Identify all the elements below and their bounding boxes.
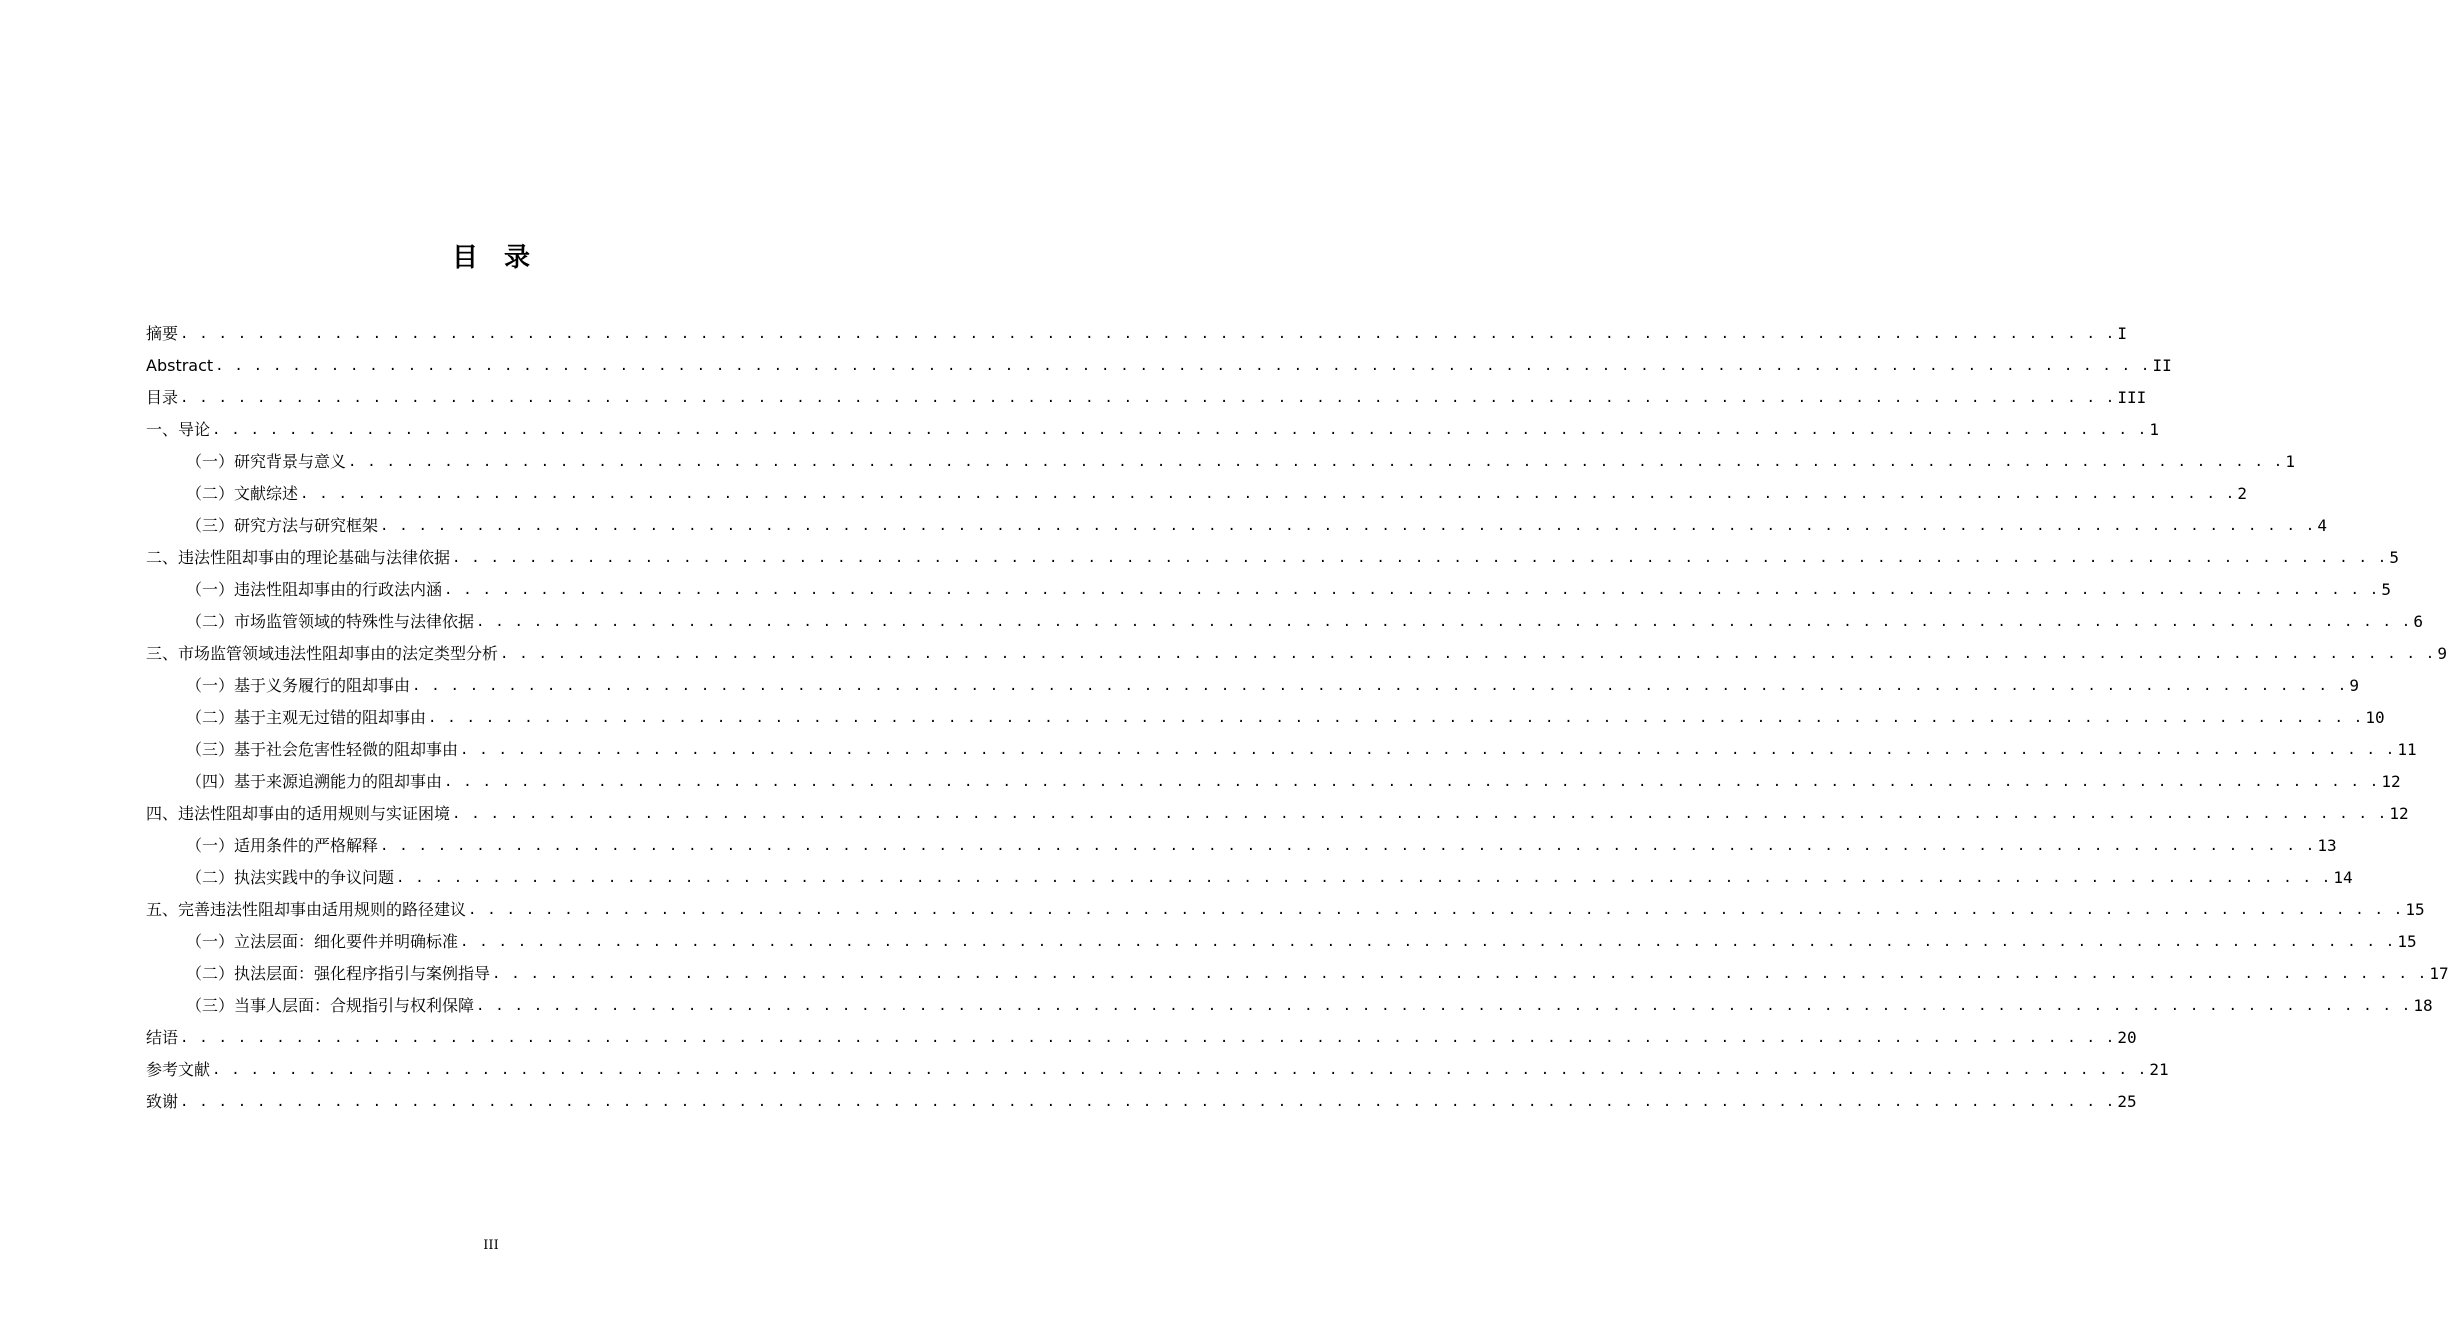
toc-entry-label: （二）文献综述 [186,484,299,503]
toc-entry-page-number: 12 [2381,772,2401,791]
toc-entry-label: （一）违法性阻却事由的行政法内涵 [186,580,443,599]
toc-entry-page-number: I [2117,324,2128,343]
toc-entry[interactable] [146,382,2147,414]
toc-entry-page-number: 1 [2285,452,2296,471]
dot-leader: . . . . . . . . . . . . . . . . . . . . . . . . . . . . . . . . . . . . . . . . . . . . . . . . . . . . . . . . . . . . . . . . . . . . . . . . . . . . . . . . . . . . . . . . . . . . . . . . . . . . . [396,870,2332,886]
toc-entry[interactable] [146,702,2385,734]
dot-leader: . . . . . . . . . . . . . . . . . . . . . . . . . . . . . . . . . . . . . . . . . . . . . . . . . . . . . . . . . . . . . . . . . . . . . . . . . . . . . . . . . . . . . . . . . . . . . . . . . . . . . [212,422,2148,438]
toc-entry-label: （二）执法实践中的争议问题 [186,868,395,887]
toc-entry-label: （三）当事人层面：合规指引与权利保障 [186,996,475,1015]
toc-entry-label: 参考文献 [146,1060,211,1079]
toc-entry-label: （二）基于主观无过错的阻却事由 [186,708,427,727]
dot-leader: . . . . . . . . . . . . . . . . . . . . . . . . . . . . . . . . . . . . . . . . . . . . . . . . . . . . . . . . . . . . . . . . . . . . . . . . . . . . . . . . . . . . . . . . . . . . . . . . . . . . . [215,358,2151,374]
toc-entry-label: 三、市场监管领域违法性阻却事由的法定类型分析 [146,644,499,663]
toc-entry[interactable] [146,990,2433,1022]
toc-entry-page-number: 4 [2317,516,2328,535]
toc-entry[interactable] [146,958,2449,990]
toc-entry-label: （三）研究方法与研究框架 [186,516,379,535]
toc-entry-page-number: 6 [2413,612,2424,631]
toc-entry[interactable] [146,1022,2137,1054]
toc-entry[interactable] [146,446,2296,478]
dot-leader: . . . . . . . . . . . . . . . . . . . . . . . . . . . . . . . . . . . . . . . . . . . . . . . . . . . . . . . . . . . . . . . . . . . . . . . . . . . . . . . . . . . . . . . . . . . . . . . . . . . . . [380,518,2316,534]
toc-entry-label: 四、违法性阻却事由的适用规则与实证困境 [146,804,451,823]
toc-entry[interactable] [146,670,2360,702]
toc-entry-page-number: 14 [2333,868,2353,887]
dot-leader: . . . . . . . . . . . . . . . . . . . . . . . . . . . . . . . . . . . . . . . . . . . . . . . . . . . . . . . . . . . . . . . . . . . . . . . . . . . . . . . . . . . . . . . . . . . . . . . . . . . . . [444,582,2380,598]
toc-entry-label: 结语 [146,1028,179,1047]
toc-entry-label: 致谢 [146,1092,179,1111]
page-title-char-1: 目 [451,243,478,273]
toc-entry[interactable] [146,318,2128,350]
toc-entry-page-number: III [2117,388,2147,407]
toc-entry-page-number: 9 [2437,644,2448,663]
toc-entry[interactable] [146,1054,2169,1086]
table-of-contents [146,318,2449,1118]
toc-entry-page-number: 17 [2429,964,2449,983]
toc-entry-label: （一）研究背景与意义 [186,452,347,471]
toc-entry[interactable] [146,638,2448,670]
toc-entry-page-number: 2 [2237,484,2248,503]
dot-leader: . . . . . . . . . . . . . . . . . . . . . . . . . . . . . . . . . . . . . . . . . . . . . . . . . . . . . . . . . . . . . . . . . . . . . . . . . . . . . . . . . . . . . . . . . . . . . . . . . . . . . [180,326,2116,342]
toc-entry-page-number: 18 [2413,996,2433,1015]
toc-entry-page-number: 10 [2365,708,2385,727]
dot-leader: . . . . . . . . . . . . . . . . . . . . . . . . . . . . . . . . . . . . . . . . . . . . . . . . . . . . . . . . . . . . . . . . . . . . . . . . . . . . . . . . . . . . . . . . . . . . . . . . . . . . . [180,1094,2116,1110]
toc-entry-page-number: 9 [2349,676,2360,695]
dot-leader: . . . . . . . . . . . . . . . . . . . . . . . . . . . . . . . . . . . . . . . . . . . . . . . . . . . . . . . . . . . . . . . . . . . . . . . . . . . . . . . . . . . . . . . . . . . . . . . . . . . . . [180,390,2116,406]
toc-entry[interactable] [146,574,2392,606]
dot-leader: . . . . . . . . . . . . . . . . . . . . . . . . . . . . . . . . . . . . . . . . . . . . . . . . . . . . . . . . . . . . . . . . . . . . . . . . . . . . . . . . . . . . . . . . . . . . . . . . . . . . . [500,646,2436,662]
toc-entry[interactable] [146,798,2409,830]
toc-entry[interactable] [146,414,2160,446]
dot-leader: . . . . . . . . . . . . . . . . . . . . . . . . . . . . . . . . . . . . . . . . . . . . . . . . . . . . . . . . . . . . . . . . . . . . . . . . . . . . . . . . . . . . . . . . . . . . . . . . . . . . . [212,1062,2148,1078]
dot-leader: . . . . . . . . . . . . . . . . . . . . . . . . . . . . . . . . . . . . . . . . . . . . . . . . . . . . . . . . . . . . . . . . . . . . . . . . . . . . . . . . . . . . . . . . . . . . . . . . . . . . . [476,998,2412,1014]
toc-entry[interactable] [146,894,2425,926]
toc-entry[interactable] [146,926,2417,958]
dot-leader: . . . . . . . . . . . . . . . . . . . . . . . . . . . . . . . . . . . . . . . . . . . . . . . . . . . . . . . . . . . . . . . . . . . . . . . . . . . . . . . . . . . . . . . . . . . . . . . . . . . . . [444,774,2380,790]
toc-entry-page-number: 13 [2317,836,2337,855]
toc-entry-page-number: 15 [2405,900,2425,919]
toc-entry-label: （三）基于社会危害性轻微的阻却事由 [186,740,459,759]
toc-entry[interactable] [146,510,2328,542]
toc-entry-label: 摘要 [146,324,179,343]
toc-entry-page-number: 1 [2149,420,2160,439]
toc-entry-label: （二）市场监管领域的特殊性与法律依据 [186,612,475,631]
toc-entry[interactable] [146,830,2337,862]
toc-entry-label: （一）适用条件的严格解释 [186,836,379,855]
dot-leader: . . . . . . . . . . . . . . . . . . . . . . . . . . . . . . . . . . . . . . . . . . . . . . . . . . . . . . . . . . . . . . . . . . . . . . . . . . . . . . . . . . . . . . . . . . . . . . . . . . . . . [412,678,2348,694]
toc-entry-label: 二、违法性阻却事由的理论基础与法律依据 [146,548,451,567]
dot-leader: . . . . . . . . . . . . . . . . . . . . . . . . . . . . . . . . . . . . . . . . . . . . . . . . . . . . . . . . . . . . . . . . . . . . . . . . . . . . . . . . . . . . . . . . . . . . . . . . . . . . . [428,710,2364,726]
dot-leader: . . . . . . . . . . . . . . . . . . . . . . . . . . . . . . . . . . . . . . . . . . . . . . . . . . . . . . . . . . . . . . . . . . . . . . . . . . . . . . . . . . . . . . . . . . . . . . . . . . . . . [460,742,2396,758]
toc-entry-label: Abstract [146,356,214,375]
dot-leader: . . . . . . . . . . . . . . . . . . . . . . . . . . . . . . . . . . . . . . . . . . . . . . . . . . . . . . . . . . . . . . . . . . . . . . . . . . . . . . . . . . . . . . . . . . . . . . . . . . . . . [452,806,2388,822]
dot-leader: . . . . . . . . . . . . . . . . . . . . . . . . . . . . . . . . . . . . . . . . . . . . . . . . . . . . . . . . . . . . . . . . . . . . . . . . . . . . . . . . . . . . . . . . . . . . . . . . . . . . . [380,838,2316,854]
toc-entry[interactable] [146,478,2248,510]
footer-page-number: III [483,1238,499,1253]
toc-entry-label: （四）基于来源追溯能力的阻却事由 [186,772,443,791]
toc-entry-page-number: 25 [2117,1092,2137,1111]
toc-entry-page-number: 15 [2397,932,2417,951]
toc-entry-page-number: 12 [2389,804,2409,823]
toc-entry[interactable] [146,766,2401,798]
toc-entry-label: 一、导论 [146,420,211,439]
toc-entry[interactable] [146,606,2424,638]
toc-entry-page-number: 20 [2117,1028,2137,1047]
dot-leader: . . . . . . . . . . . . . . . . . . . . . . . . . . . . . . . . . . . . . . . . . . . . . . . . . . . . . . . . . . . . . . . . . . . . . . . . . . . . . . . . . . . . . . . . . . . . . . . . . . . . . [180,1030,2116,1046]
toc-entry[interactable] [146,1086,2137,1118]
dot-leader: . . . . . . . . . . . . . . . . . . . . . . . . . . . . . . . . . . . . . . . . . . . . . . . . . . . . . . . . . . . . . . . . . . . . . . . . . . . . . . . . . . . . . . . . . . . . . . . . . . . . . [492,966,2428,982]
toc-entry[interactable] [146,862,2353,894]
dot-leader: . . . . . . . . . . . . . . . . . . . . . . . . . . . . . . . . . . . . . . . . . . . . . . . . . . . . . . . . . . . . . . . . . . . . . . . . . . . . . . . . . . . . . . . . . . . . . . . . . . . . . [460,934,2396,950]
dot-leader: . . . . . . . . . . . . . . . . . . . . . . . . . . . . . . . . . . . . . . . . . . . . . . . . . . . . . . . . . . . . . . . . . . . . . . . . . . . . . . . . . . . . . . . . . . . . . . . . . . . . . [476,614,2412,630]
page-title-char-2: 录 [504,243,531,273]
dot-leader: . . . . . . . . . . . . . . . . . . . . . . . . . . . . . . . . . . . . . . . . . . . . . . . . . . . . . . . . . . . . . . . . . . . . . . . . . . . . . . . . . . . . . . . . . . . . . . . . . . . . . [348,454,2284,470]
toc-entry-label: （一）基于义务履行的阻却事由 [186,676,411,695]
page-title [0,240,982,276]
toc-entry-label: 目录 [146,388,179,407]
toc-entry-label: （一）立法层面：细化要件并明确标准 [186,932,459,951]
dot-leader: . . . . . . . . . . . . . . . . . . . . . . . . . . . . . . . . . . . . . . . . . . . . . . . . . . . . . . . . . . . . . . . . . . . . . . . . . . . . . . . . . . . . . . . . . . . . . . . . . . . . . [452,550,2388,566]
dot-leader: . . . . . . . . . . . . . . . . . . . . . . . . . . . . . . . . . . . . . . . . . . . . . . . . . . . . . . . . . . . . . . . . . . . . . . . . . . . . . . . . . . . . . . . . . . . . . . . . . . . . . [468,902,2404,918]
toc-entry-page-number: 5 [2381,580,2392,599]
toc-entry-label: 五、完善违法性阻却事由适用规则的路径建议 [146,900,467,919]
dot-leader: . . . . . . . . . . . . . . . . . . . . . . . . . . . . . . . . . . . . . . . . . . . . . . . . . . . . . . . . . . . . . . . . . . . . . . . . . . . . . . . . . . . . . . . . . . . . . . . . . . . . . [300,486,2236,502]
toc-entry-page-number: 5 [2389,548,2400,567]
toc-entry[interactable] [146,542,2400,574]
toc-entry-page-number: II [2152,356,2172,375]
toc-entry[interactable] [146,734,2417,766]
toc-entry-label: （二）执法层面：强化程序指引与案例指导 [186,964,491,983]
toc-entry-page-number: 11 [2397,740,2417,759]
toc-entry-page-number: 21 [2149,1060,2169,1079]
toc-entry[interactable] [146,350,2172,382]
